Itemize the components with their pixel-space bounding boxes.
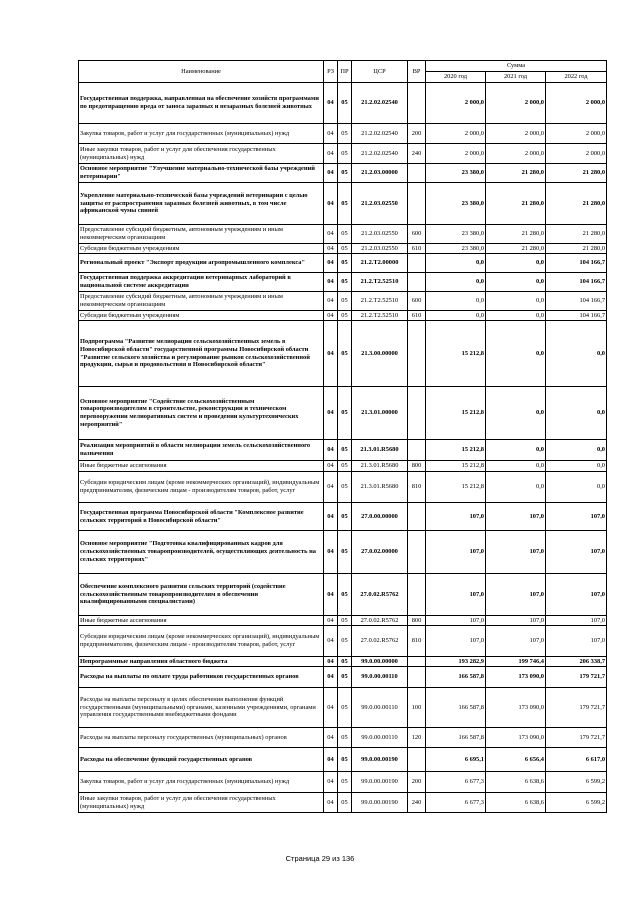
row-vr (408, 321, 426, 387)
row-value-2021: 0,0 (486, 472, 546, 503)
row-csr: 21.2.03.00000 (352, 164, 408, 183)
row-value-2020: 2 000,0 (426, 124, 486, 144)
row-csr: 27.0.02.R5762 (352, 574, 408, 616)
row-name: Обеспечение комплексного развития сельских территорий (содействие сельскохозяйственным товаропроизводителям в обеспечении квалифицированными специалистами) (79, 574, 324, 616)
row-value-2020: 23 380,0 (426, 164, 486, 183)
row-rz: 04 (324, 183, 338, 225)
table-row (79, 83, 607, 124)
row-rz: 04 (324, 472, 338, 503)
row-rz: 04 (324, 124, 338, 144)
row-pr: 05 (338, 616, 352, 626)
row-rz: 04 (324, 144, 338, 164)
row-pr: 05 (338, 273, 352, 292)
row-value-2020: 15 212,8 (426, 472, 486, 503)
row-pr: 05 (338, 772, 352, 793)
table-row (79, 531, 607, 574)
row-value-2022: 21 280,0 (546, 164, 607, 183)
row-vr (408, 574, 426, 616)
page-footer: Страница 29 из 136 (285, 854, 355, 863)
row-vr: 200 (408, 124, 426, 144)
row-csr: 99.0.00.00110 (352, 667, 408, 688)
row-name: Субсидии бюджетным учреждениям (79, 244, 324, 254)
table-row (79, 772, 607, 793)
row-value-2020: 23 380,0 (426, 244, 486, 254)
table-row (79, 254, 607, 273)
row-value-2020: 107,0 (426, 503, 486, 531)
row-vr (408, 748, 426, 772)
row-value-2021: 0,0 (486, 440, 546, 461)
row-value-2020: 166 587,8 (426, 728, 486, 748)
row-name: Субсидии юридическим лицам (кроме некоммерческих организаций), индивидуальным предпринимателям, физическим лицам - производителям товаров, работ, услуг (79, 626, 324, 657)
row-vr (408, 164, 426, 183)
row-value-2022: 6 617,0 (546, 748, 607, 772)
row-value-2022: 107,0 (546, 531, 607, 574)
header-year-2022: 2022 год (546, 72, 607, 83)
row-pr: 05 (338, 225, 352, 244)
row-name: Субсидии бюджетным учреждениям (79, 311, 324, 321)
row-value-2022: 104 166,7 (546, 273, 607, 292)
row-vr: 240 (408, 793, 426, 813)
table-row (79, 472, 607, 503)
row-csr: 27.0.02.R5762 (352, 626, 408, 657)
row-value-2020: 23 380,0 (426, 225, 486, 244)
row-vr: 610 (408, 311, 426, 321)
row-value-2021: 6 638,6 (486, 772, 546, 793)
row-value-2020: 193 282,9 (426, 657, 486, 667)
row-value-2021: 0,0 (486, 461, 546, 472)
row-name: Основное мероприятие "Содействие сельскохозяйственным товаропроизводителям в строительстве, реконструкции и техническом перевооружении мелиоративных систем и проведении культуртехнических мероприятий" (79, 387, 324, 440)
row-value-2022: 179 721,7 (546, 688, 607, 728)
row-vr (408, 83, 426, 124)
row-value-2020: 6 695,1 (426, 748, 486, 772)
row-value-2020: 0,0 (426, 273, 486, 292)
header-rz: РЗ (324, 61, 338, 83)
row-value-2022: 0,0 (546, 461, 607, 472)
row-value-2021: 0,0 (486, 292, 546, 311)
row-rz: 04 (324, 273, 338, 292)
row-value-2022: 0,0 (546, 472, 607, 503)
table-row (79, 311, 607, 321)
row-value-2020: 166 587,8 (426, 688, 486, 728)
row-pr: 05 (338, 626, 352, 657)
row-csr: 21.2.T2.52510 (352, 311, 408, 321)
row-pr: 05 (338, 461, 352, 472)
table-row (79, 667, 607, 688)
row-value-2021: 0,0 (486, 321, 546, 387)
table-row (79, 244, 607, 254)
table-row (79, 225, 607, 244)
row-vr: 800 (408, 616, 426, 626)
row-name: Предоставление субсидий бюджетным, автономным учреждениям и иным некоммерческим организациям (79, 225, 324, 244)
row-rz: 04 (324, 254, 338, 273)
row-value-2022: 2 000,0 (546, 124, 607, 144)
row-value-2021: 21 280,0 (486, 244, 546, 254)
row-value-2021: 199 746,4 (486, 657, 546, 667)
row-csr: 99.0.00.00110 (352, 728, 408, 748)
row-value-2021: 0,0 (486, 387, 546, 440)
row-value-2022: 21 280,0 (546, 183, 607, 225)
row-name: Подпрограмма "Развитие мелиорации сельскохозяйственных земель в Новосибирской области" государственной программы Новосибирской области "Развитие сельского хозяйства и регулирование рынков сельскохозяйственной продукции, сырья и продовольствия в Новосибирской области" (79, 321, 324, 387)
row-pr: 05 (338, 124, 352, 144)
row-value-2020: 2 000,0 (426, 144, 486, 164)
row-pr: 05 (338, 254, 352, 273)
row-pr: 05 (338, 164, 352, 183)
row-rz: 04 (324, 531, 338, 574)
row-value-2021: 107,0 (486, 616, 546, 626)
row-vr (408, 503, 426, 531)
row-value-2022: 107,0 (546, 626, 607, 657)
table-row (79, 321, 607, 387)
table-row (79, 273, 607, 292)
row-value-2020: 0,0 (426, 311, 486, 321)
header-vr: ВР (408, 61, 426, 83)
row-value-2020: 15 212,8 (426, 321, 486, 387)
row-pr: 05 (338, 793, 352, 813)
table-row (79, 748, 607, 772)
row-value-2021: 173 090,0 (486, 728, 546, 748)
row-csr: 99.0.00.00000 (352, 657, 408, 667)
row-vr: 100 (408, 688, 426, 728)
table-row (79, 387, 607, 440)
row-vr (408, 657, 426, 667)
row-name: Иные бюджетные ассигнования (79, 461, 324, 472)
table-row (79, 144, 607, 164)
table-row (79, 616, 607, 626)
row-rz: 04 (324, 244, 338, 254)
row-name: Непрограммные направления областного бюджета (79, 657, 324, 667)
row-value-2020: 107,0 (426, 616, 486, 626)
row-value-2021: 0,0 (486, 311, 546, 321)
row-rz: 04 (324, 321, 338, 387)
row-value-2022: 21 280,0 (546, 244, 607, 254)
row-name: Расходы на выплаты персоналу в целях обеспечения выполнения функций государственными (муниципальными) органами, казенными учреждениями, органами управления государственными внебюджетными фондами (79, 688, 324, 728)
row-csr: 99.0.00.00190 (352, 748, 408, 772)
row-csr: 21.3.00.00000 (352, 321, 408, 387)
table-row (79, 461, 607, 472)
row-rz: 04 (324, 311, 338, 321)
row-csr: 21.2.T2.52510 (352, 273, 408, 292)
table-row (79, 793, 607, 813)
header-year-2021: 2021 год (486, 72, 546, 83)
row-value-2022: 2 000,0 (546, 83, 607, 124)
row-vr (408, 273, 426, 292)
row-rz: 04 (324, 440, 338, 461)
row-value-2021: 107,0 (486, 574, 546, 616)
row-value-2021: 21 280,0 (486, 183, 546, 225)
table-row (79, 164, 607, 183)
row-value-2021: 2 000,0 (486, 144, 546, 164)
row-csr: 21.2.03.02550 (352, 244, 408, 254)
table-row (79, 503, 607, 531)
row-name: Иные бюджетные ассигнования (79, 616, 324, 626)
row-value-2020: 23 380,0 (426, 183, 486, 225)
row-rz: 04 (324, 688, 338, 728)
row-pr: 05 (338, 183, 352, 225)
row-rz: 04 (324, 83, 338, 124)
row-value-2022: 104 166,7 (546, 254, 607, 273)
row-csr: 21.2.03.02550 (352, 225, 408, 244)
row-rz: 04 (324, 461, 338, 472)
row-pr: 05 (338, 292, 352, 311)
row-value-2021: 21 280,0 (486, 225, 546, 244)
row-pr: 05 (338, 688, 352, 728)
row-vr: 120 (408, 728, 426, 748)
row-csr: 99.0.00.00190 (352, 772, 408, 793)
row-value-2020: 107,0 (426, 626, 486, 657)
row-name: Закупка товаров, работ и услуг для государственных (муниципальных) нужд (79, 772, 324, 793)
table-row (79, 440, 607, 461)
row-value-2021: 2 000,0 (486, 124, 546, 144)
row-pr: 05 (338, 657, 352, 667)
row-vr (408, 254, 426, 273)
row-rz: 04 (324, 616, 338, 626)
row-name: Иные закупки товаров, работ и услуг для обеспечения государственных (муниципальных) нужд (79, 144, 324, 164)
row-value-2020: 166 587,8 (426, 667, 486, 688)
row-value-2021: 107,0 (486, 626, 546, 657)
row-pr: 05 (338, 531, 352, 574)
row-rz: 04 (324, 728, 338, 748)
row-rz: 04 (324, 574, 338, 616)
row-pr: 05 (338, 244, 352, 254)
row-pr: 05 (338, 748, 352, 772)
row-pr: 05 (338, 667, 352, 688)
row-pr: 05 (338, 472, 352, 503)
row-pr: 05 (338, 503, 352, 531)
row-pr: 05 (338, 311, 352, 321)
row-rz: 04 (324, 793, 338, 813)
budget-table (78, 60, 607, 813)
budget-table-sheet (78, 60, 606, 813)
row-value-2020: 107,0 (426, 531, 486, 574)
row-vr (408, 440, 426, 461)
row-value-2020: 107,0 (426, 574, 486, 616)
row-csr: 27.0.02.R5762 (352, 616, 408, 626)
row-csr: 21.2.T2.52510 (352, 292, 408, 311)
row-value-2022: 0,0 (546, 321, 607, 387)
row-name: Закупка товаров, работ и услуг для государственных (муниципальных) нужд (79, 124, 324, 144)
row-vr: 240 (408, 144, 426, 164)
row-value-2022: 179 721,7 (546, 667, 607, 688)
row-csr: 27.0.02.00000 (352, 531, 408, 574)
row-rz: 04 (324, 292, 338, 311)
row-name: Предоставление субсидий бюджетным, автономным учреждениям и иным некоммерческим организациям (79, 292, 324, 311)
header-year-2020: 2020 год (426, 72, 486, 83)
row-rz: 04 (324, 387, 338, 440)
row-name: Реализация мероприятий в области мелиорации земель сельскохозяйственного назначения (79, 440, 324, 461)
row-pr: 05 (338, 574, 352, 616)
row-vr (408, 667, 426, 688)
row-vr: 610 (408, 244, 426, 254)
row-value-2021: 107,0 (486, 503, 546, 531)
row-value-2021: 2 000,0 (486, 83, 546, 124)
row-value-2020: 0,0 (426, 292, 486, 311)
row-name: Расходы на выплаты по оплате труда работников государственных органов (79, 667, 324, 688)
row-name: Основное мероприятие "Улучшение материально-технической базы учреждений ветеринарии" (79, 164, 324, 183)
row-rz: 04 (324, 772, 338, 793)
row-value-2020: 2 000,0 (426, 83, 486, 124)
row-name: Государственная программа Новосибирской области "Комплексное развитие сельских территорий в Новосибирской области" (79, 503, 324, 531)
row-value-2022: 104 166,7 (546, 292, 607, 311)
row-value-2020: 15 212,8 (426, 440, 486, 461)
table-row (79, 657, 607, 667)
table-body (79, 83, 607, 813)
row-vr: 200 (408, 772, 426, 793)
table-row (79, 688, 607, 728)
row-value-2022: 6 599,2 (546, 793, 607, 813)
table-row (79, 292, 607, 311)
row-rz: 04 (324, 503, 338, 531)
row-csr: 27.0.00.00000 (352, 503, 408, 531)
row-value-2022: 104 166,7 (546, 311, 607, 321)
row-pr: 05 (338, 83, 352, 124)
row-rz: 04 (324, 657, 338, 667)
row-value-2021: 0,0 (486, 273, 546, 292)
row-value-2021: 107,0 (486, 531, 546, 574)
row-vr: 810 (408, 626, 426, 657)
row-value-2022: 107,0 (546, 503, 607, 531)
row-vr (408, 183, 426, 225)
row-value-2021: 0,0 (486, 254, 546, 273)
row-rz: 04 (324, 748, 338, 772)
row-value-2022: 2 000,0 (546, 144, 607, 164)
row-value-2022: 107,0 (546, 616, 607, 626)
row-value-2021: 6 656,4 (486, 748, 546, 772)
row-value-2022: 6 599,2 (546, 772, 607, 793)
row-csr: 21.2.02.02540 (352, 144, 408, 164)
row-pr: 05 (338, 728, 352, 748)
header-csr: ЦСР (352, 61, 408, 83)
row-vr: 810 (408, 472, 426, 503)
row-vr: 800 (408, 461, 426, 472)
row-csr: 21.3.01.R5680 (352, 440, 408, 461)
row-value-2020: 0,0 (426, 254, 486, 273)
row-value-2022: 107,0 (546, 574, 607, 616)
row-vr: 600 (408, 225, 426, 244)
row-csr: 21.3.01.R5680 (352, 472, 408, 503)
row-name: Государственная поддержка аккредитации ветеринарных лабораторий в национальной системе аккредитации (79, 273, 324, 292)
row-rz: 04 (324, 626, 338, 657)
row-name: Иные закупки товаров, работ и услуг для обеспечения государственных (муниципальных) нужд (79, 793, 324, 813)
row-csr: 21.2.03.02550 (352, 183, 408, 225)
row-name: Региональный проект "Экспорт продукции агропромышленного комплекса" (79, 254, 324, 273)
row-name: Укрепление материально-технической базы учреждений ветеринарии с целью защиты от распространения заразных болезней животных, в том числе африканской чумы свиней (79, 183, 324, 225)
row-csr: 21.2.02.02540 (352, 124, 408, 144)
row-value-2021: 173 090,0 (486, 688, 546, 728)
row-value-2021: 6 638,6 (486, 793, 546, 813)
row-value-2020: 6 677,3 (426, 793, 486, 813)
row-pr: 05 (338, 321, 352, 387)
row-vr (408, 387, 426, 440)
row-rz: 04 (324, 164, 338, 183)
row-name: Государственная поддержка, направленная на обеспечение хозяйств программами по предотвращению вреда от заноса заразных и незаразных болезней животных (79, 83, 324, 124)
row-value-2020: 15 212,8 (426, 461, 486, 472)
row-name: Основное мероприятие "Подготовка квалифицированных кадров для сельскохозяйственных товаропроизводителей, осуществляющих деятельность на сельских территориях" (79, 531, 324, 574)
row-rz: 04 (324, 225, 338, 244)
row-value-2022: 206 338,7 (546, 657, 607, 667)
table-row (79, 728, 607, 748)
row-pr: 05 (338, 440, 352, 461)
table-row (79, 574, 607, 616)
row-value-2022: 0,0 (546, 387, 607, 440)
row-value-2022: 21 280,0 (546, 225, 607, 244)
table-row (79, 183, 607, 225)
row-csr: 21.2.T2.00000 (352, 254, 408, 273)
row-csr: 21.2.02.02540 (352, 83, 408, 124)
row-name: Субсидии юридическим лицам (кроме некоммерческих организаций), индивидуальным предпринимателям, физическим лицам - производителям товаров, работ, услуг (79, 472, 324, 503)
row-value-2022: 179 721,7 (546, 728, 607, 748)
row-value-2021: 173 090,0 (486, 667, 546, 688)
row-vr (408, 531, 426, 574)
row-value-2021: 21 280,0 (486, 164, 546, 183)
row-value-2022: 0,0 (546, 440, 607, 461)
header-pr: ПР (338, 61, 352, 83)
row-pr: 05 (338, 144, 352, 164)
row-name: Расходы на выплаты персоналу государственных (муниципальных) органов (79, 728, 324, 748)
row-name: Расходы на обеспечение функций государственных органов (79, 748, 324, 772)
table-row (79, 124, 607, 144)
row-pr: 05 (338, 387, 352, 440)
row-csr: 21.3.01.00000 (352, 387, 408, 440)
table-row (79, 626, 607, 657)
row-csr: 21.3.01.R5680 (352, 461, 408, 472)
row-value-2020: 15 212,8 (426, 387, 486, 440)
row-rz: 04 (324, 667, 338, 688)
row-csr: 99.0.00.00110 (352, 688, 408, 728)
row-vr: 600 (408, 292, 426, 311)
header-sum: Сумма (426, 61, 607, 72)
header-name: Наименование (79, 61, 324, 83)
row-csr: 99.0.00.00190 (352, 793, 408, 813)
row-value-2020: 6 677,3 (426, 772, 486, 793)
